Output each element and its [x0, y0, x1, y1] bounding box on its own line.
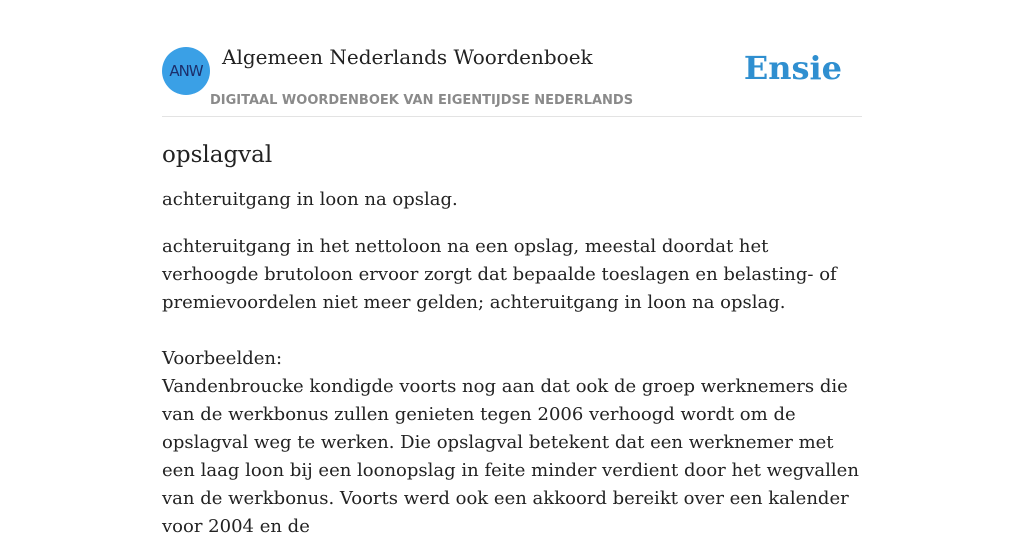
short-definition: achteruitgang in loon na opslag.: [162, 189, 458, 210]
ensie-brand-link[interactable]: Ensie: [743, 49, 842, 87]
examples-label: Voorbeelden:: [162, 348, 283, 369]
site-header: [162, 0, 862, 117]
examples-text: Vandenbroucke kondigde voorts nog aan dat ook de groep werknemers die van de werkbonus zullen genieten tegen 2006 verhoogd wordt om de opslagval weg te werken. Die opslagval betekent dat een werknemer met een laag loon bij een loonopslag in feite minder verdient door het wegvallen van de werkbonus. Voorts werd ook een akkoord bereikt over een kalender voor 2004 en de: [162, 376, 859, 537]
site-title[interactable]: Algemeen Nederlands Woordenboek: [222, 45, 593, 69]
entry-content: [162, 138, 862, 541]
spacer: [162, 317, 862, 345]
anw-logo[interactable]: ANW: [162, 47, 210, 95]
headword: opslagval: [162, 142, 273, 168]
long-definition: achteruitgang in het nettoloon na een opslag, meestal doordat het verhoogde brutoloon ervoor zorgt dat bepaalde toeslagen en belasting- of premievoordelen niet meer gelden; achteruitgang in loon na opslag.: [162, 236, 837, 313]
site-subtitle: DIGITAAL WOORDENBOEK VAN EIGENTIJDSE NEDERLANDS: [210, 93, 634, 108]
